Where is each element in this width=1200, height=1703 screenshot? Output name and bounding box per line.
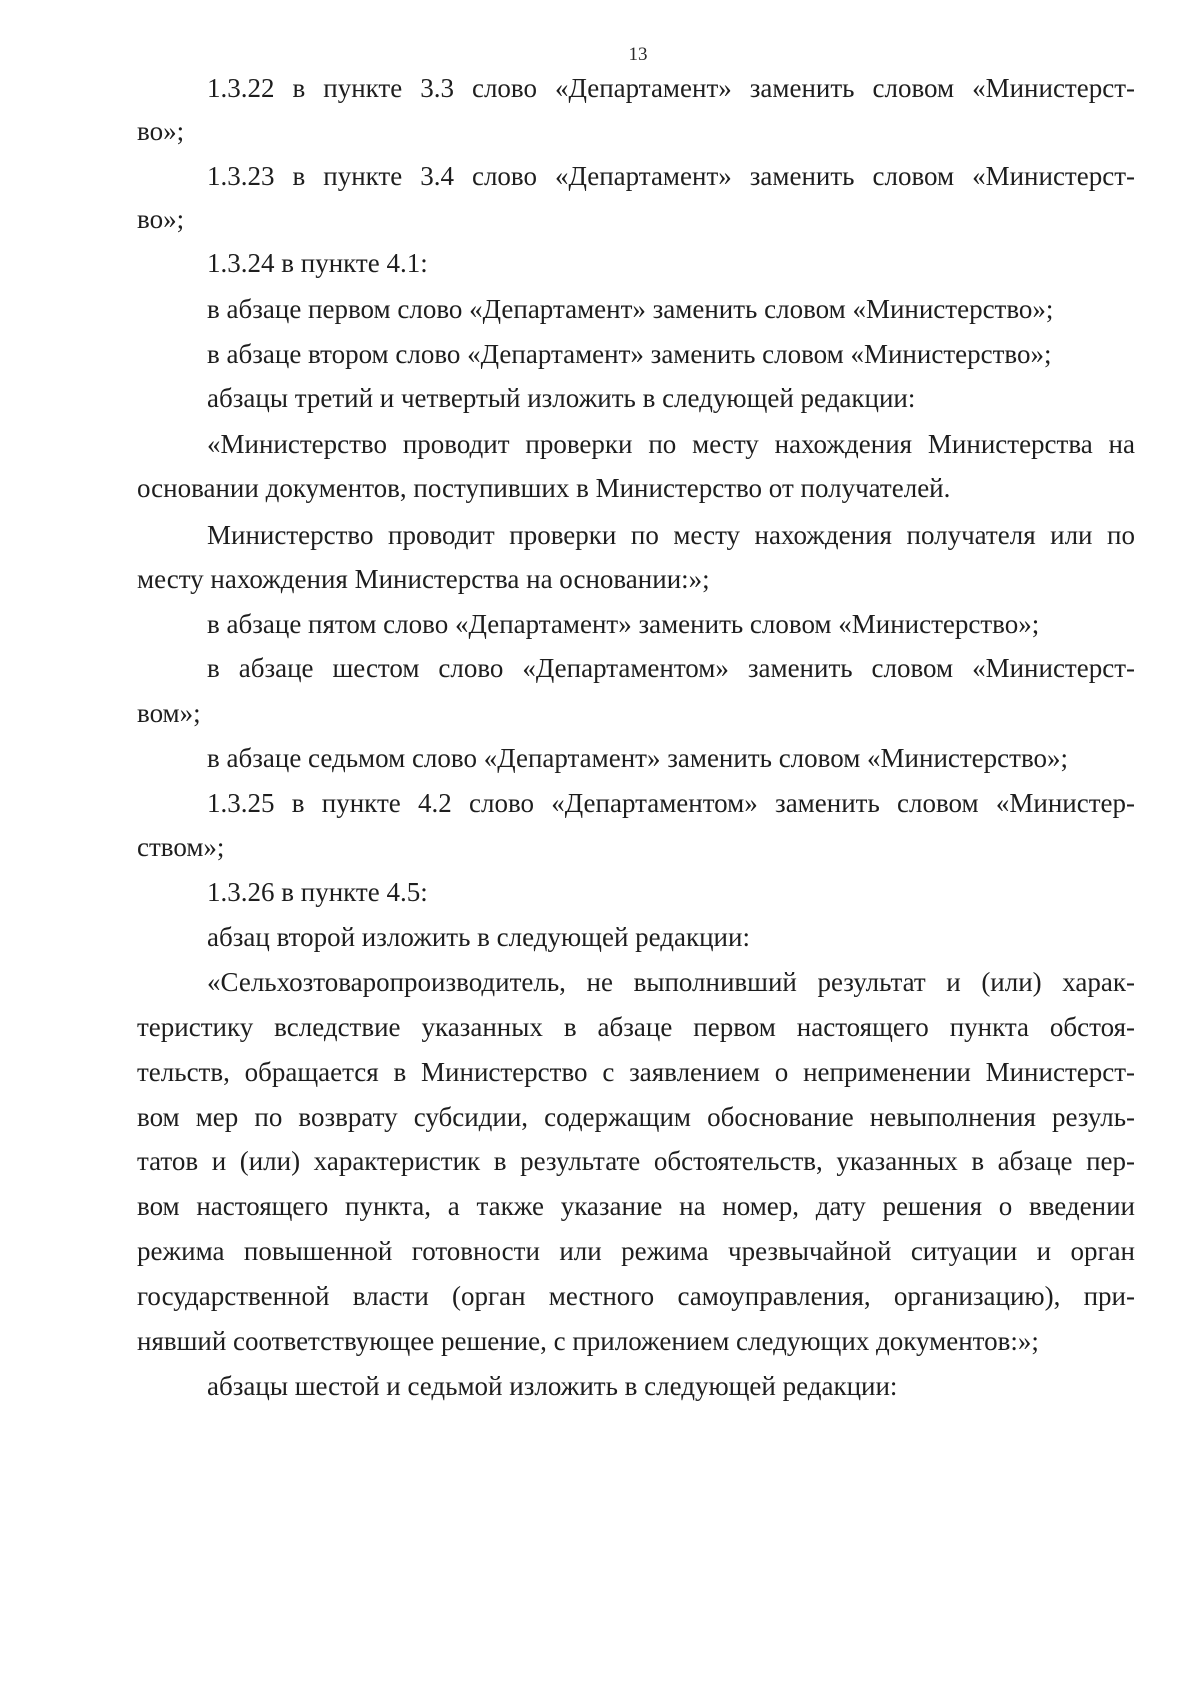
text-line: абзацы третий и четвертый изложить в следующей редакции: [207, 383, 916, 413]
text-line: основании документов, поступивших в Министерство от получателей. [137, 473, 951, 503]
text-line: нявший соответствующее решение, с приложением следующих документов:»; [137, 1326, 1039, 1356]
text-line: во»; [137, 204, 185, 234]
text-line: Министерство проводит проверки по месту нахождения получателя или по [207, 520, 1135, 550]
text-line: в абзаце седьмом слово «Департамент» заменить словом «Министерство»; [207, 743, 1069, 773]
text-line: вом настоящего пункта, а также указание на номер, дату решения о введении [137, 1191, 1135, 1221]
text-line: 1.3.23 в пункте 3.4 слово «Департамент» заменить словом «Министерст- [207, 161, 1135, 191]
text-line: абзацы шестой и седьмой изложить в следующей редакции: [207, 1371, 898, 1401]
text-line: тельств, обращается в Министерство с заявлением о неприменении Министерст- [137, 1057, 1135, 1087]
text-line: в абзаце втором слово «Департамент» заменить словом «Министерство»; [207, 339, 1052, 369]
text-line: теристику вследствие указанных в абзаце первом настоящего пункта обстоя- [137, 1012, 1135, 1042]
text-line: 1.3.25 в пункте 4.2 слово «Департаментом» заменить словом «Министер- [207, 788, 1135, 818]
text-line: 1.3.22 в пункте 3.3 слово «Департамент» заменить словом «Министерст- [207, 73, 1135, 103]
text-line: вом»; [137, 698, 201, 728]
text-line: в абзаце первом слово «Департамент» заменить словом «Министерство»; [207, 294, 1054, 324]
text-line: 1.3.24 в пункте 4.1: [207, 248, 428, 278]
text-line: режима повышенной готовности или режима чрезвычайной ситуации и орган [137, 1236, 1135, 1266]
text-line: в абзаце шестом слово «Департаментом» заменить словом «Министерст- [207, 653, 1135, 683]
text-line: «Министерство проводит проверки по месту нахождения Министерства на [207, 429, 1135, 459]
page-number: 13 [628, 44, 648, 65]
text-line: во»; [137, 116, 185, 146]
text-line: 1.3.26 в пункте 4.5: [207, 877, 428, 907]
text-line: абзац второй изложить в следующей редакции: [207, 922, 750, 952]
text-line: месту нахождения Министерства на основании:»; [137, 564, 710, 594]
text-line: государственной власти (орган местного самоуправления, организацию), при- [137, 1281, 1135, 1311]
text-line: «Сельхозтоваропроизводитель, не выполнивший результат и (или) харак- [207, 967, 1135, 997]
text-line: вом мер по возврату субсидии, содержащим обоснование невыполнения резуль- [137, 1102, 1135, 1132]
text-line: татов и (или) характеристик в результате обстоятельств, указанных в абзаце пер- [137, 1146, 1135, 1176]
text-line: в абзаце пятом слово «Департамент» заменить словом «Министерство»; [207, 609, 1040, 639]
text-line: ством»; [137, 832, 225, 862]
